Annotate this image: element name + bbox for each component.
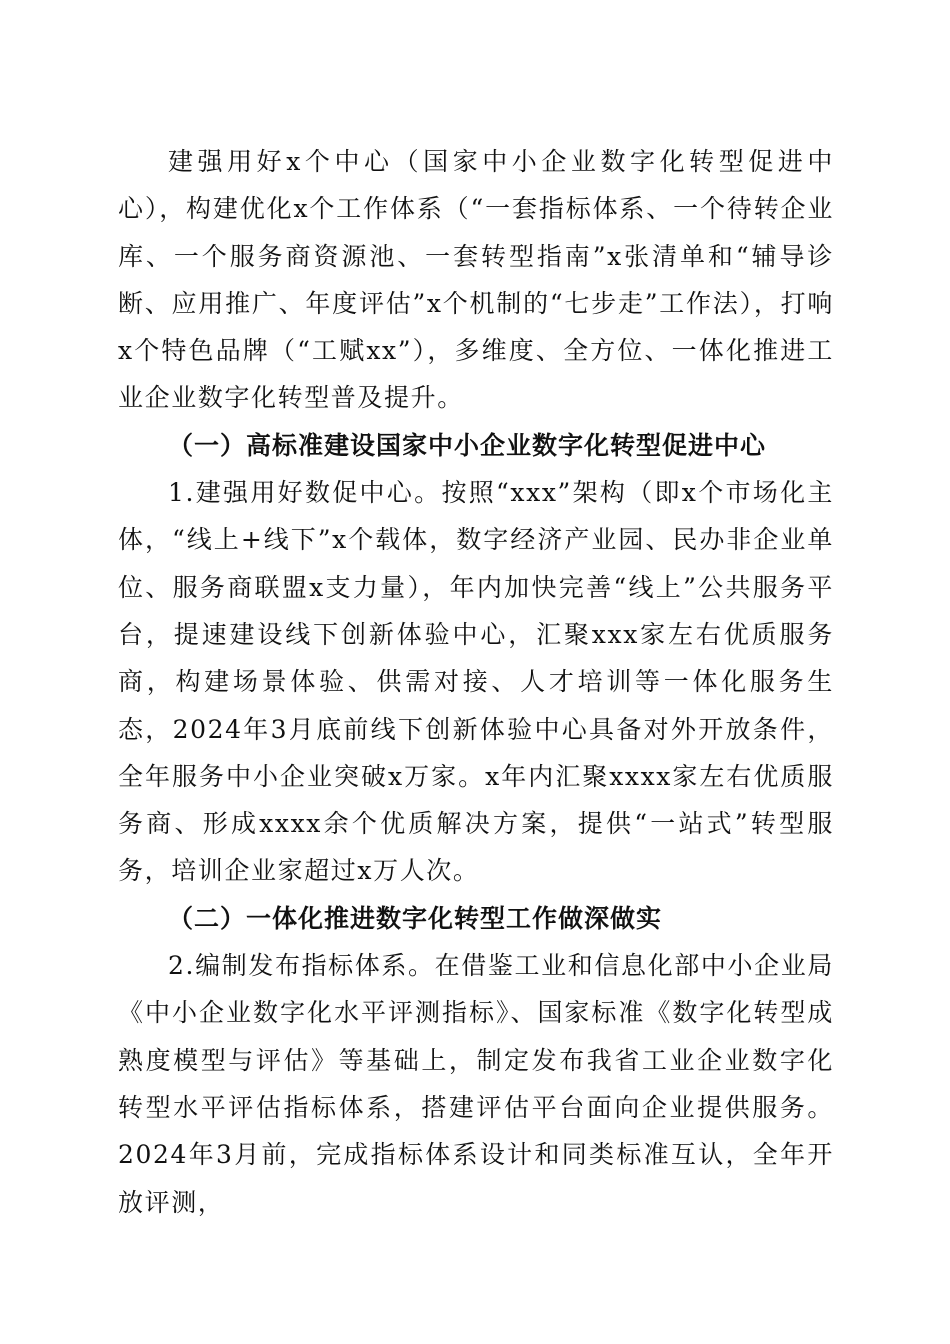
- item-paragraph-2: 2.编制发布指标体系。在借鉴工业和信息化部中小企业局《中小企业数字化水平评测指标》、国家标准《数字化转型成熟度模型与评估》等基础上，制定发布我省工业企业数字化转型水平评估指标体系，搭建评估平台面向企业提供服务。2024年3月前，完成指标体系设计和同类标准互认，全年开放评测，: [118, 951, 834, 1217]
- intro-paragraph: 建强用好x个中心（国家中小企业数字化转型促进中心），构建优化x个工作体系（“一套指标体系、一个待转企业库、一个服务商资源池、一套转型指南”x张清单和“辅导诊断、应用推广、年度评估”x个机制的“七步走”工作法），打响x个特色品牌（“工赋xx”），多维度、全方位、一体化推进工业企业数字化转型普及提升。: [118, 147, 834, 413]
- document-body: [118, 138, 834, 1226]
- section-heading-1: （一）高标准建设国家中小企业数字化转型促进中心: [168, 430, 767, 460]
- section-heading-2: （二）一体化推进数字化转型工作做深做实: [168, 903, 663, 933]
- item-paragraph-1: 1.建强用好数促中心。按照“xxx”架构（即x个市场化主体，“线上+线下”x个载体，数字经济产业园、民办非企业单位、服务商联盟x支力量），年内加快完善“线上”公共服务平台，提速建设线下创新体验中心，汇聚xxx家左右优质服务商，构建场景体验、供需对接、人才培训等一体化服务生态，2024年3月底前线下创新体验中心具备对外开放条件，全年服务中小企业突破x万家。x年内汇聚xxxx家左右优质服务商、形成xxxx余个优质解决方案，提供“一站式”转型服务，培训企业家超过x万人次。: [118, 478, 834, 886]
